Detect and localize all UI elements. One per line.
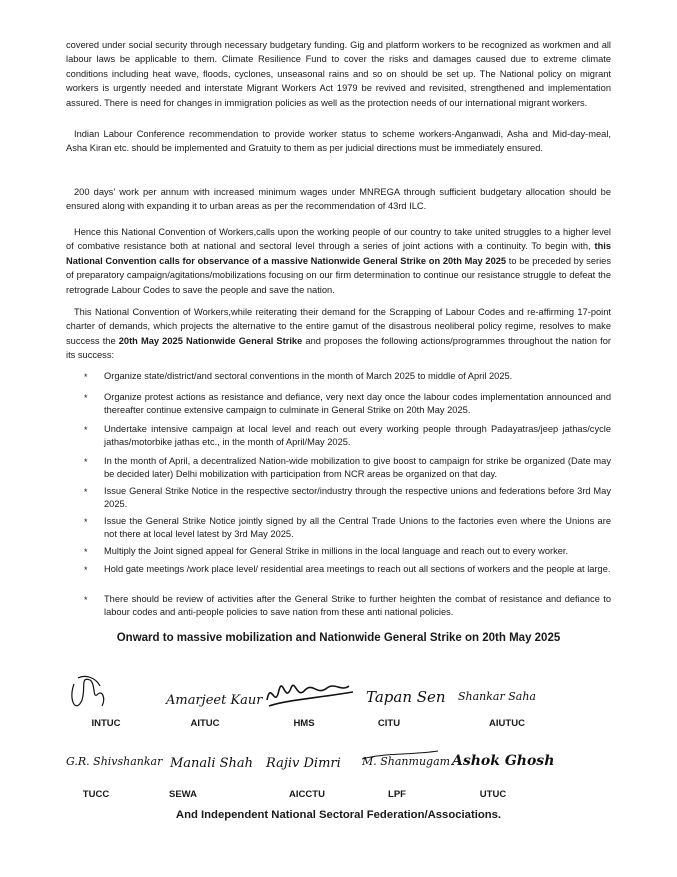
bullet-marker: * xyxy=(84,487,88,497)
bullet-marker: * xyxy=(84,425,88,435)
signatory-aiutuc xyxy=(456,670,566,740)
signatory-aituc xyxy=(160,670,270,740)
list-item-text: There should be review of activities after the General Strike to further heighten the combat of resistance and defiance to labour codes and anti-people policies to save nation from these anti national policies. xyxy=(104,594,611,618)
union-label: INTUC xyxy=(91,718,121,729)
bullet-marker: * xyxy=(84,457,88,467)
paragraph-resolution-text-c: and proposes the following actions/programmes throughout the nation for its success: xyxy=(66,335,611,361)
bullet-marker: * xyxy=(84,517,88,527)
signature-aicctu-text: Rajiv Dimri xyxy=(266,756,341,771)
paragraph-resolution-text-bold: 20th May 2025 Nationwide General Strike xyxy=(118,335,303,346)
signatory-hms xyxy=(257,670,367,740)
list-item-text: Hold gate meetings /work place level/ residential area meetings to reach out all sections of workers and the people at large. xyxy=(104,564,611,574)
signature-lpf-text: M. Shanmugam xyxy=(362,755,451,768)
union-label: LPF xyxy=(388,789,406,800)
union-label: SEWA xyxy=(169,789,197,800)
signature-aicctu-icon xyxy=(266,741,376,791)
list-item-text: Issue General Strike Notice in the respective sector/industry through the respective unions and federations before 3rd May 2025. xyxy=(104,486,611,510)
signatory-utuc xyxy=(452,741,562,811)
union-label: TUCC xyxy=(82,789,110,800)
paragraph-scheme-workers: Indian Labour Conference recommendation to provide worker status to scheme workers-Anganwadi, Asha and Mid-day-meal, Asha Kiran etc. should be implemented and Gratuity to them as per judicial directions must be immediately ensured. xyxy=(66,129,611,154)
signature-aiutuc-icon xyxy=(456,670,566,720)
signature-tucc-text: G.R. Shivshankar xyxy=(66,755,163,768)
strike-slogan: Onward to massive mobilization and Nationwide General Strike on 20th May 2025 xyxy=(116,632,561,644)
paragraph-call-text-c: to be preceded by series of preparatory campaign/agitations/mobilizations focusing on our firm determination to continue our resistance struggle to defeat the retrograde Labour Codes to save the people and save the nation. xyxy=(66,255,611,295)
paragraph-social-security: covered under social security through necessary budgetary funding. Gig and platform workers to be recognized as workmen and all labour laws be applicable to them. Climate Resilience Fund to cover the risks and damages caused due to extreme climate conditions including heat wave, floods, cyclones, unseasonal rains and so on should be set up. The National policy on migrant workers is urgently needed and interstate Migrant Workers Act 1979 be revived and revisited, strengthened and implementation assured. There is need for changes in immigration policies as well as the protection needs of our international migrant workers. xyxy=(66,40,611,108)
union-label: HMS xyxy=(293,718,315,729)
list-item-text: Organize protest actions as resistance and defiance, very next day once the labour codes implementation announced and thereafter continue extensive campaign to culminate in General Strike on 20th May 2025. xyxy=(104,392,611,416)
list-item-text: Multiply the Joint signed appeal for General Strike in millions in the local language and reach out to every worker. xyxy=(104,546,569,556)
list-item-text: In the month of April, a decentralized Nation-wide mobilization to give boost to campaign for strike be organized (Date may be decided later) Delhi mobilization with participation from NCR areas be organized on that day. xyxy=(104,456,611,480)
list-item-text: Organize state/district/and sectoral conventions in the month of March 2025 to middle of April 2025. xyxy=(104,371,513,381)
signature-sewa-icon xyxy=(168,741,278,791)
paragraph-call-for-strike xyxy=(66,225,611,297)
signature-citu-text: Tapan Sen xyxy=(366,688,446,706)
bullet-marker: * xyxy=(84,565,88,575)
signature-utuc-text: Ashok Ghosh xyxy=(452,753,555,769)
signature-sewa-text: Manali Shah xyxy=(170,756,254,771)
signature-hms-icon xyxy=(257,670,367,720)
bullet-marker: * xyxy=(84,393,88,403)
signature-utuc-icon xyxy=(452,741,562,791)
paragraph-call-text-a: Hence this National Convention of Workers,calls upon the working people of our country to take united struggles to a higher level of combative resistance both at national and sectoral level through a series of joint actions with a continuity. To begin with, xyxy=(66,227,611,252)
union-label: AICCTU xyxy=(289,789,325,800)
signature-aituc-text: Amarjeet Kaur xyxy=(166,693,263,708)
union-label: AIUTUC xyxy=(489,718,525,729)
bullet-marker: * xyxy=(84,547,88,557)
paragraph-resolution-text-a: This National Convention of Workers,while reiterating their demand for the Scrapping of Labour Codes and re-affirming 17-point charter of demands, which projects the alternative to the entire gamut of the disastrous neoliberal policy regime, resolves to make success the xyxy=(66,307,611,346)
paragraph-call-text-bold: this National Convention calls for observance of a massive Nationwide General Strike on 20th May 2025 xyxy=(66,241,611,266)
footer-federations: And Independent National Sectoral Federation/Associations. xyxy=(175,809,502,821)
paragraph-resolution xyxy=(66,305,611,363)
signature-aiutuc-text: Shankar Saha xyxy=(458,690,536,703)
bullet-marker: * xyxy=(84,372,88,382)
signatory-sewa xyxy=(168,741,278,811)
union-label: UTUC xyxy=(479,789,507,800)
union-label: CITU xyxy=(377,718,401,729)
signature-tucc-icon xyxy=(66,741,176,791)
signature-aituc-icon xyxy=(160,670,270,720)
paragraph-mnrega: 200 days’ work per annum with increased minimum wages under MNREGA through sufficient budgetary allocation should be ensured along with expanding it to urban areas as per the recommendation of 43rd ILC. xyxy=(66,187,611,212)
list-item-text: Undertake intensive campaign at local level and reach out every working people through Padayatras/jeep jathas/cycle jathas/motorbike jathas etc., in the month of April/May 2025. xyxy=(104,424,611,448)
signatory-tucc xyxy=(66,741,176,811)
list-item-text: Issue the General Strike Notice jointly signed by all the Central Trade Unions to the factories even where the Unions are not there at local level latest by 3rd May 2025. xyxy=(104,516,611,540)
bullet-marker: * xyxy=(84,595,88,605)
signatory-aicctu xyxy=(266,741,376,811)
union-label: AITUC xyxy=(190,718,220,729)
